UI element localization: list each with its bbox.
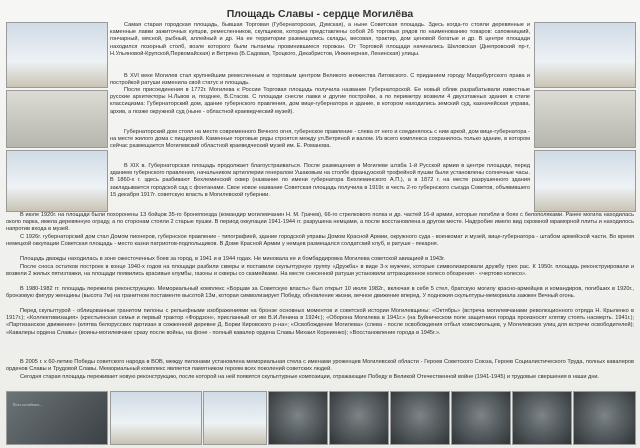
paragraph-6: В июле 1920г. на площади были похоронены 13 бойцов 35-го бронепоезда (командир могилевчанин Н. М. Грачев), 66-го стрелкового полка и др. частей 16-й армии, которые погибли в боях с белополяками. Ранее могила находилась около парка, имела деревянную ограду, а по сторонам стояли 2 старые пушки. В период оккупации 1941-1944 гг. разрушена немцами, а после восстановлена в другом месте. Надгробие имело вид скромной мраморной плиты и находилось напротив входа в музей. bbox=[6, 212, 634, 233]
paragraph-2: В XVI веке Могилев стал крупнейшим ремесленным и торговым центром Великого княжества Литовского. С приданием городу Магдебургского права и постройкой ратуши изменила свой статус и площадь. bbox=[110, 73, 530, 87]
paragraph-4: Губернаторский дом стоял на месте современного Вечного огня, губернское правление - слева от него и соединялось с ним аркой, дом вице-губернатора - на месте жилого дома с пиццерией. Каменные торговые ряды строятся между ул.Ветряной и валом. Из всего комплекса сохранилось только здание, в котором сейчас размещается Могилевский областной краеведческий музей им. Е. Романова. bbox=[110, 129, 530, 150]
paragraph-10: В 1980-1982 гг. площадь пережила реконструкцию. Мемориальный комплекс «Борцам за Советскую власть» был открыт 10 июля 1982г., включая в себя 5 стел, братскую могилу красно-армейцев и командиров, погибших в 1920г., бронзовую фигуру женщины (высота 7м) на гранитном постаменте высотой 13м, которая символизирует Победу, обновление жизни, вечное движение вперед. У подножия скульптуры-мемориала зажжен Вечный огонь. bbox=[6, 286, 634, 300]
paragraph-9: После сноса остатков построек в конце 1940-х годов на площади разбили скверы и поставили скульптурную группу «Дружба» в виде 3-х мужчин, которые символизировали дружбу трех рас. К 1950г. площадь реконструировали и возвели 2 жилых пятиэтажки, на площади появились красивые клумбы, газоны и скверы со скамейками. На месте снесенной ратуши установили аттракционное колесо обозрения - «чертово колесо». bbox=[6, 264, 634, 278]
paragraph-5: В XIX в. Губернаторская площадь продолжает благоустраиваться. После размещения в Могилеве штаба 1-й Русской армии в центре площади, перед зданием губернского правления, начальником артиллерии генералом Ушаковым на столбе французской трофейной пушки были установлены солнечные часы. В 1860-х г. здесь разбивают Бехлеминский сквер (название по имени губернатора Бехлеминского А.П.), а в 1872 г. на месте разрушенного здания закладывается городской сад с фонтанами. Свое новое название Советская площадь получила в 1919г. в честь 2-го губернского съезда Советов, объявившего 15 декабря 1917г. советскую власть в Могилевской губернии. bbox=[110, 163, 530, 198]
photo-relief-6 bbox=[573, 391, 636, 445]
paragraph-1: Самая старая городская площадь, бывшая Торговая (Губернаторская, Думская), а ныне Советская площадь. Здесь когда-то стояли деревянные и каменные лавки зажиточных купцов, ремесленников, скупщиков, которые представлены собой 26 торговых рядов по наименованию товаров: сапожницкий, гончарный, мясной, рыбный, аллейный и др. На ее территории размещались склады, весовая, трактир, дом ценовой богатые и др. В центре площади находился позорный столб, возле которого были пытаемы провинившиеся горожан. От Торговой площади начинались Шкловская (Днепровский пр-т, Н.Ульяновой-Крупской,Первомайская) и Ветряна (Б.Садовая, Троцкого, Декабристов, Инженерная, Ленинская) улицы. bbox=[110, 22, 530, 57]
paragraph-3: После присоединения в 1772г. Могилева к России Торговая площадь получила название Губернаторской. Ее новый облик разрабатывали известные русские архитекторы Н.Львов и, позднее, В.Стасов. С площади снесли лавки и другие постройки, а по периметру возвели 4 двухэтажных здания в стиле классицизма: Губернаторский дом, здание губернского правления, дом вице-губернатора и здание, в котором находились земский суд, казначейская управа, архив, а позже окружной суд (ныне - областной краеведческий музей). bbox=[110, 87, 530, 115]
page-title: Площадь Славы - сердце Могилёва bbox=[226, 8, 414, 20]
photo-relief-4 bbox=[451, 391, 511, 445]
paragraph-13: Сегодня старая площадь переживает новую реконструкцию, после которой на ней появятся скульптурные композиции, отражающие Победу в Великой Отечественной войне (1941-1945) и трудовые свершения в наши дни. bbox=[20, 374, 600, 380]
paragraph-12: В 2005 г. к 60-летию Победы советского народа в ВОВ, между пилонами установлена мемориальная стела с именами уроженцев Могилевской области - Героев Советского Союза, Героев Социалистического Труда, полных кавалеров орденов Славы и Трудовой Славы. Мемориальный комплекс является памятником героям всех поколений советских людей. bbox=[6, 359, 634, 373]
photo-square-aerial bbox=[6, 22, 108, 88]
photo-town-hall bbox=[534, 22, 636, 88]
photo-memorial-plaque bbox=[6, 391, 108, 445]
paragraph-7: С 1926г. губернаторский дом стал Домом пионеров, губернское правление - типографией, здание городской управы Домом Красной Армии, окружного суда - военкомат и музей, вице-губернатора - штабом армейской части. Во время немецкой оккупации Советская площадь - место казни патриотов-подпольщиков. В Доме Красной Армии у немцев размещался солдатский клуб, в ратуше - пекарня. bbox=[6, 234, 634, 248]
photo-monument-column bbox=[534, 150, 636, 212]
paragraph-11: Перед скульптурой - облицованные гранитом пилоны с рельефными изображениями на бронзе основных моментов и советской истории Могилевщины: «Октябрь» (встреча могилевчанами революционного отряда Н. Крыленко в 1917г.); «Коллективизация» (крестьянская семья и первый трактор «Фордзон», присланный от им В.И.Ленина в 1924г.); «Оборона Могилева в 1941г.» (на Буйническом поле защитники города произносят клятву стоять насмерть. 1941г.); «Партизанское движение» (клятва белорусских партизан в сожженной деревне Д. Борки Кировского р-на»; «Освобождение Могилева» (слева - после освобождения отбыл комсомольцев, у Могилевских улиц для встречи освободителей); «Кавалеры ордена Славы» (воины-могилевчане сразу после войны, на фоне - полный кавалер ордена Славы Михаил Корниенко); «Восстановление города в 1945г.». bbox=[6, 308, 634, 336]
photo-historic-square bbox=[6, 90, 108, 148]
photo-relief-2 bbox=[329, 391, 389, 445]
photo-statue-closeup bbox=[203, 391, 267, 445]
photo-old-street bbox=[534, 90, 636, 148]
plaque-text: Всех погибших... bbox=[13, 402, 43, 407]
photo-relief-3 bbox=[390, 391, 450, 445]
paragraph-8: Площадь дважды находилась в зоне ожесточенных боев за город, в 1941 и в 1944 годах. Не миновала ее и бомбардировка Могилева советской авиацией в 1943г. bbox=[20, 256, 445, 262]
photo-eternal-flame bbox=[110, 391, 202, 445]
photo-memorial-statue bbox=[6, 150, 108, 212]
photo-relief-5 bbox=[512, 391, 572, 445]
photo-relief-1 bbox=[268, 391, 328, 445]
